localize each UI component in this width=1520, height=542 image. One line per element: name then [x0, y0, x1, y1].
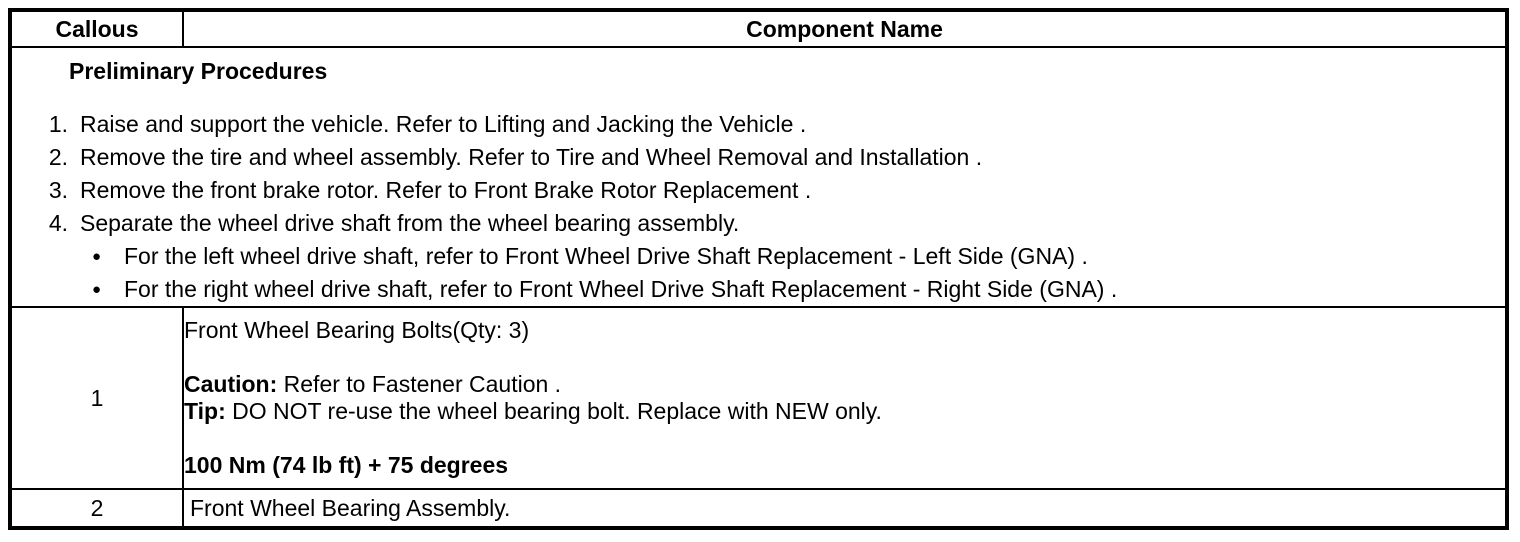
step-text: Raise and support the vehicle. Refer to Lifting and Jacking the Vehicle .	[80, 111, 807, 137]
step-number: 3.	[48, 177, 68, 203]
table-header-row	[10, 10, 1507, 47]
procedure-step	[12, 141, 1505, 174]
step-number: 2.	[48, 144, 68, 170]
torque-spec: 100 Nm (74 lb ft) + 75 degrees	[184, 452, 509, 478]
component-name: Front Wheel Bearing Assembly.	[190, 494, 511, 521]
component-cell	[183, 489, 1507, 528]
procedure-substep	[12, 273, 1505, 306]
component-table	[8, 8, 1509, 530]
procedure-steps-list	[12, 108, 1505, 306]
procedure-substep	[12, 240, 1505, 273]
callout-number-cell: 2	[10, 489, 183, 528]
component-cell	[183, 307, 1507, 489]
step-text: Remove the tire and wheel assembly. Refer to Tire and Wheel Removal and Installation .	[80, 144, 983, 170]
caution-label: Caution:	[184, 371, 278, 397]
procedure-step	[12, 108, 1505, 141]
component-name: Front Wheel Bearing Bolts(Qty: 3)	[184, 317, 530, 343]
callout-number-cell: 1	[10, 307, 183, 489]
bullet-icon: ●	[92, 248, 102, 265]
tip-label: Tip:	[184, 398, 226, 424]
substep-text: For the left wheel drive shaft, refer to Front Wheel Drive Shaft Replacement - Left Side (GNA) .	[124, 243, 1088, 269]
tip-text: DO NOT re-use the wheel bearing bolt. Replace with NEW only.	[232, 398, 882, 424]
step-text: Separate the wheel drive shaft from the wheel bearing assembly.	[80, 210, 740, 236]
step-text: Remove the front brake rotor. Refer to Front Brake Rotor Replacement .	[80, 177, 812, 203]
substep-text: For the right wheel drive shaft, refer to Front Wheel Drive Shaft Replacement - Right Side (GNA) .	[124, 276, 1118, 302]
bullet-icon: ●	[92, 281, 102, 298]
preliminary-procedures-row	[10, 47, 1507, 307]
table-row	[10, 307, 1507, 489]
header-cell-component-name: Component Name	[183, 10, 1507, 47]
caution-line	[184, 371, 1505, 398]
header-cell-callout: Callous	[10, 10, 183, 47]
procedure-step	[12, 174, 1505, 207]
tip-line	[184, 398, 1505, 425]
caution-text: Refer to Fastener Caution .	[283, 371, 562, 397]
blank-line	[184, 425, 1505, 452]
step-number: 1.	[48, 111, 68, 137]
preliminary-procedures-cell	[10, 47, 1507, 307]
table-row	[10, 489, 1507, 528]
step-number: 4.	[48, 210, 68, 236]
procedure-step	[12, 207, 1505, 240]
preliminary-procedures-title: Preliminary Procedures	[69, 58, 328, 84]
blank-line	[184, 344, 1505, 371]
